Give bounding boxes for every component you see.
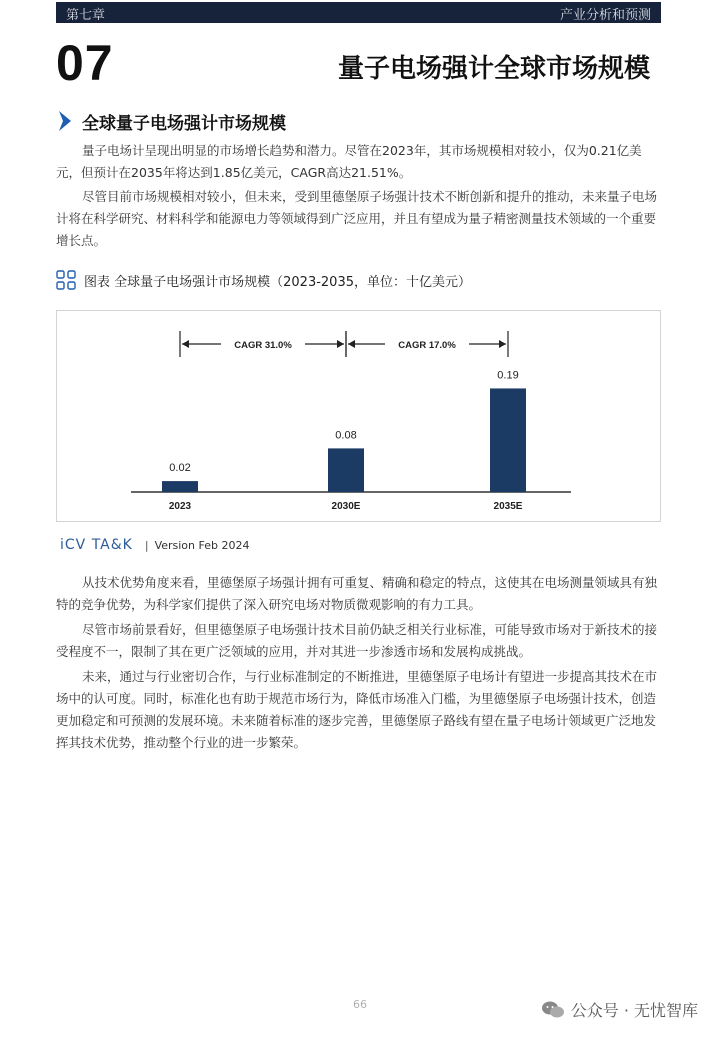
bar-2030E <box>328 448 364 492</box>
chevron-right-icon <box>56 109 74 133</box>
annotation-arrowhead <box>182 340 189 348</box>
page-number: 66 <box>353 998 367 1011</box>
section-heading <box>56 108 286 134</box>
body-paragraph-1: 从技术优势角度来看，里德堡原子场强计拥有可重复、精确和稳定的特点，这使其在电场测量领域具有独特的竞争优势，为科学家们提供了深入研究电场对物质微观影响的有力工具。 <box>56 575 658 612</box>
cagr-annotation-label: CAGR 31.0% <box>234 340 292 351</box>
figure-caption-text: 图表 全球量子电场强计市场规模（2023-2035，单位：十亿美元） <box>84 274 471 290</box>
bar-value-label: 0.02 <box>169 462 191 475</box>
source-logo: iCV TA&K <box>60 537 133 553</box>
bar-chart-svg <box>57 311 662 523</box>
body-paragraph-2: 尽管市场前景看好，但里德堡原子电场强计技术目前仍缺乏相关行业标准，可能导致市场对于新技术的接受程度不一，限制了其在更广泛领域的应用，并对其进一步渗透市场和发展构成挑战。 <box>56 622 658 659</box>
chapter-header-bar <box>56 2 661 23</box>
bar-chart <box>56 310 661 522</box>
chapter-label: 第七章 <box>66 8 106 23</box>
bar-value-label: 0.08 <box>335 429 357 442</box>
figure-caption <box>56 270 471 290</box>
watermark <box>541 998 698 1021</box>
wechat-icon <box>541 1000 565 1020</box>
annotation-arrowhead <box>348 340 355 348</box>
bar-2023 <box>162 481 198 492</box>
x-tick-label: 2030E <box>331 501 361 512</box>
intro-paragraph-2: 尽管目前市场规模相对较小，但未来，受到里德堡原子场强计技术不断创新和提升的推动，未来量子电场计将在科学研究、材料科学和能源电力等领域得到广泛应用，并且有望成为量子精密测量技术领域的一个重要增长点。 <box>56 189 658 248</box>
source-separator: | <box>144 538 149 552</box>
x-tick-label: 2023 <box>168 501 192 512</box>
body-paragraph-3: 未来，通过与行业密切合作，与行业标准制定的不断推进，里德堡原子电场计有望进一步提高其技术在市场中的认可度。同时，标准化也有助于规范市场行为，降低市场准入门槛，为里德堡原子电场强计技术，创造更加稳定和可预测的发展环境。未来随着标准的逐步完善，里德堡原子路线有望在量子电场计领域更广泛地发挥其技术优势，推动整个行业的进一步繁荣。 <box>56 669 658 750</box>
x-tick-label: 2035E <box>493 501 523 512</box>
section-heading-text: 全球量子电场强计市场规模 <box>82 113 286 134</box>
section-label: 产业分析和预测 <box>559 8 651 23</box>
intro-paragraph-1: 量子电场计呈现出明显的市场增长趋势和潜力。尽管在2023年，其市场规模相对较小，仅为0.21亿美元，但预计在2035年将达到1.85亿美元，CAGR高达21.51%。 <box>56 143 642 180</box>
source-version: Version Feb 2024 <box>154 538 250 552</box>
chapter-number: 07 <box>56 35 114 91</box>
cagr-annotation-label: CAGR 17.0% <box>398 340 456 351</box>
grid-icon <box>56 270 76 290</box>
watermark-text: 公众号 · 无忧智库 <box>570 1001 698 1020</box>
source-line <box>60 537 249 553</box>
bar-value-label: 0.19 <box>497 369 519 382</box>
annotation-arrowhead <box>499 340 506 348</box>
annotation-arrowhead <box>337 340 344 348</box>
bar-2035E <box>490 388 526 492</box>
page-title: 量子电场强计全球市场规模 <box>337 54 650 84</box>
